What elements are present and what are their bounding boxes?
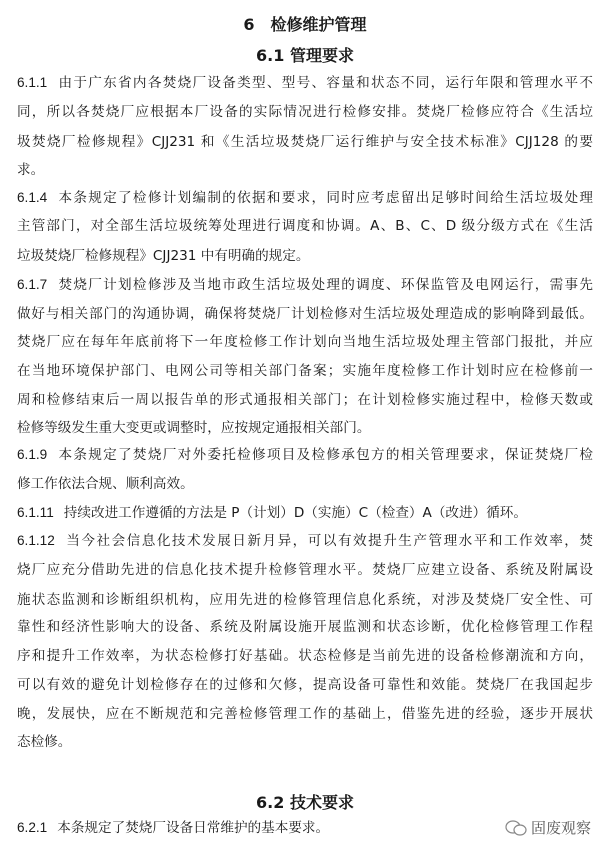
paragraph-line	[17, 304, 593, 324]
clause-number: 6.2.1	[17, 820, 48, 835]
line-text: 周和检修结束后一周以报告单的形式通报相关部门；在计划检修实施过程中，检修天数或	[17, 392, 593, 408]
line-text: 本条规定了检修计划编制的依据和要求，同时应考虑留出足够时间给生活垃圾处理	[57, 190, 593, 206]
line-text: 靠性和经济性影响大的设备、系统及附属设施开展监测和状态诊断，优化检修管理工作程	[17, 619, 593, 635]
line-text: 本条规定了焚烧厂设备日常维护的基本要求。	[57, 820, 330, 836]
line-text: 在当地环境保护部门、电网公司等相关部门备案；实施年度检修工作计划时应在检修前一	[17, 363, 593, 379]
line-text: 焚烧厂应在每年年底前将下一年度检修工作计划向当地生活垃圾处理主管部门报批，并应	[17, 334, 593, 350]
paragraph-line	[17, 590, 593, 610]
line-text: 烧厂应充分借助先进的信息化技术提升检修管理水平。焚烧厂应建立设备、系统及附属设	[17, 562, 593, 578]
section-heading-6-2: 6.2 技术要求	[256, 793, 354, 812]
paragraph-line	[17, 646, 593, 666]
line-text: 垃圾焚烧厂检修规程》CJJ231 中有明确的规定。	[17, 248, 310, 264]
wechat-icon	[505, 819, 527, 837]
paragraph-line	[17, 617, 593, 637]
line-text: 求。	[17, 162, 45, 178]
chapter-title: 6 检修维护管理	[243, 15, 367, 34]
paragraph-line	[17, 216, 593, 236]
line-text: 圾焚烧厂检修规程》CJJ231 和《生活垃圾焚烧厂运行维护与安全技术标准》CJJ128 的要	[17, 134, 593, 150]
clause-number: 6.1.4	[17, 190, 48, 205]
clause-number: 6.1.11	[17, 505, 54, 520]
line-text: 序和提升工作效率，为状态检修打好基础。状态检修是当前先进的设备检修潮流和方向，	[17, 648, 593, 664]
paragraph-line	[17, 188, 593, 208]
paragraph-line	[17, 246, 593, 266]
line-text: 本条规定了焚烧厂对外委托检修项目及检修承包方的相关管理要求，保证焚烧厂检	[57, 447, 593, 463]
paragraph-line	[17, 732, 593, 752]
line-text: 当今社会信息化技术发展日新月异，可以有效提升生产管理水平和工作效率，焚	[64, 533, 593, 549]
brand-text: 固废观察	[531, 819, 592, 837]
paragraph-line	[17, 531, 593, 551]
brand-watermark	[505, 817, 591, 838]
paragraph-line	[17, 474, 593, 494]
paragraph-line	[17, 73, 593, 93]
paragraph-line	[17, 132, 593, 152]
line-text: 焚烧厂计划检修涉及当地市政生活垃圾处理的调度、环保监管及电网运行，需事先	[57, 277, 593, 293]
paragraph-line	[17, 332, 593, 352]
paragraph-line	[17, 503, 593, 523]
line-text: 检修等级发生重大变更或调整时，应按规定通报相关部门。	[17, 420, 371, 436]
clause-number: 6.1.1	[17, 75, 48, 90]
line-text: 做好与相关部门的沟通协调，确保将焚烧厂计划检修对生活垃圾处理造成的影响降到最低。	[17, 306, 593, 322]
line-text: 持续改进工作遵循的方法是 P（计划）D（实施）C（检查）A（改进）循环。	[63, 505, 527, 521]
paragraph-line	[17, 102, 593, 122]
clause-number: 6.1.12	[17, 533, 55, 548]
paragraph-line	[17, 704, 593, 724]
line-text: 同，所以各焚烧厂应根据本厂设备的实际情况进行检修安排。焚烧厂检修应符合《生活垃	[17, 104, 593, 120]
line-text: 施状态监测和诊断组织机构，应用先进的检修管理信息化系统，对涉及焚烧厂安全性、可	[17, 592, 593, 608]
paragraph-line	[17, 445, 593, 465]
paragraph-line	[17, 560, 593, 580]
clause-number: 6.1.9	[17, 447, 48, 462]
paragraph-line	[17, 361, 593, 381]
line-text: 主管部门，对全部生活垃圾统筹处理进行调度和协调。A、B、C、D 级分级方式在《生活	[17, 218, 593, 234]
line-text: 态检修。	[17, 734, 72, 750]
paragraph-line	[17, 418, 593, 438]
line-text: 由于广东省内各焚烧厂设备类型、型号、容量和状态不同，运行年限和管理水平不	[57, 75, 593, 91]
section-heading-6-1: 6.1 管理要求	[256, 46, 354, 65]
paragraph-line	[17, 275, 593, 295]
line-text: 可以有效的避免计划检修存在的过修和欠修，提高设备可靠性和效能。焚烧厂在我国起步	[17, 677, 593, 693]
paragraph-line	[17, 675, 593, 695]
line-text: 晚，发展快，应在不断规范和完善检修管理工作的基础上，借鉴先进的经验，逐步开展状	[17, 706, 593, 722]
line-text: 修工作依法合规、顺利高效。	[17, 476, 194, 492]
clause-number: 6.1.7	[17, 277, 48, 292]
paragraph-line	[17, 160, 593, 180]
paragraph-line	[17, 390, 593, 410]
